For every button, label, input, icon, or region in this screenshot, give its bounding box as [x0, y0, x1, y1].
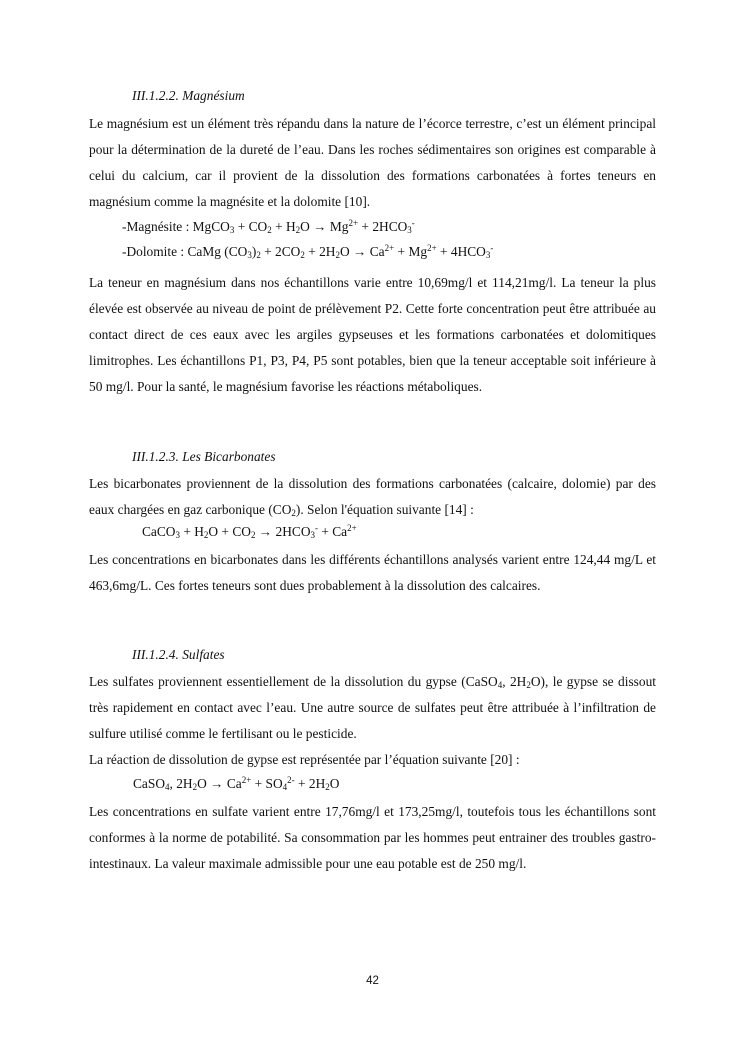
paragraph-magnesium-intro: Le magnésium est un élément très répandu dans la nature de l’écorce terrestre, c’est un élément principal pour la détermination de la dureté de l’eau. Dans les roches sédimentaires son origines est comparable à celui du calcium, car il provient de la dissolution des formations carbonatées à fortes teneurs en magnésium comme la magnésite et la dolomite [10].	[89, 116, 656, 209]
paragraph-bicarbonates-content: Les concentrations en bicarbonates dans les différents échantillons analysés varient entre 124,44 mg/L et 463,6mg/L. Ces fortes teneurs sont dues probablement à la dissolution des calcaires.	[89, 552, 656, 593]
paragraph-bicarbonates-intro: Les bicarbonates proviennent de la dissolution des formations carbonatées (calcaire, dolomie) par des eaux chargées en gaz carbonique $(CO_2)$. Selon l'équation suivante [14] :	[89, 476, 656, 518]
equation-magnesite: -Magnésite : MgCO$_3$ + $CO_2 + H_2O \to Mg^{2+} + 2HCO_3^-$	[122, 218, 415, 235]
paragraph-sulfates-content: Les concentrations en sulfate varient entre 17,76mg/l et 173,25mg/l, toutefois tous les échantillons sont conformes à la norme de potabilité. Sa consommation par les hommes peut entrainer des troubles gastro-intestinaux. La valeur maximale admissible pour une eau potable est de 250 mg/l.	[89, 804, 656, 871]
heading-sulfates: III.1.2.4. Sulfates	[132, 647, 225, 662]
heading-bicarbonates: III.1.2.3. Les Bicarbonates	[132, 449, 276, 464]
equation-bicarbonates: CaCO$_3$ + $H_2O + CO_2 \to 2HCO_3^- + Ca^{2+}$	[142, 523, 357, 540]
equation-gypse: CaSO$_4$, $2H_2O \to Ca^{2+} + SO_4^{2-} + 2H_2O$	[133, 775, 340, 792]
heading-magnesium: III.1.2.2. Magnésium	[132, 88, 245, 103]
paragraph-sulfates-intro: Les sulfates proviennent essentiellement de la dissolution du gypse (CaSO$_4$, $2H_2O$), le gypse se dissout très rapidement en contact avec l’eau. Une autre source de sulfates peut être attribuée à l’infiltration de sulfure utilisé comme le fertilisant ou le pesticide.	[89, 674, 656, 741]
equation-dolomite: -Dolomite : CaMg $(CO_3)_2 + 2CO_2 + 2H_2O \to Ca^{2+} + Mg^{2+} + 4HCO_3^-$	[122, 243, 494, 260]
paragraph-magnesium-content: La teneur en magnésium dans nos échantillons varie entre 10,69mg/l et 114,21mg/l. La teneur la plus élevée est observée au niveau de point de prélèvement P2. Cette forte concentration peut être attribuée au contact direct de ces eaux avec les argiles gypseuses et les formations carbonatées et dolomitiques limitrophes. Les échantillons P1, P3, P4, P5 sont potables, bien que la teneur acceptable soit inférieure à 50 mg/l. Pour la santé, le magnésium favorise les réactions métaboliques.	[89, 275, 656, 394]
paragraph-sulfates-reaction: La réaction de dissolution de gypse est représentée par l’équation suivante [20] :	[89, 752, 520, 767]
page-number: 42	[366, 975, 379, 987]
